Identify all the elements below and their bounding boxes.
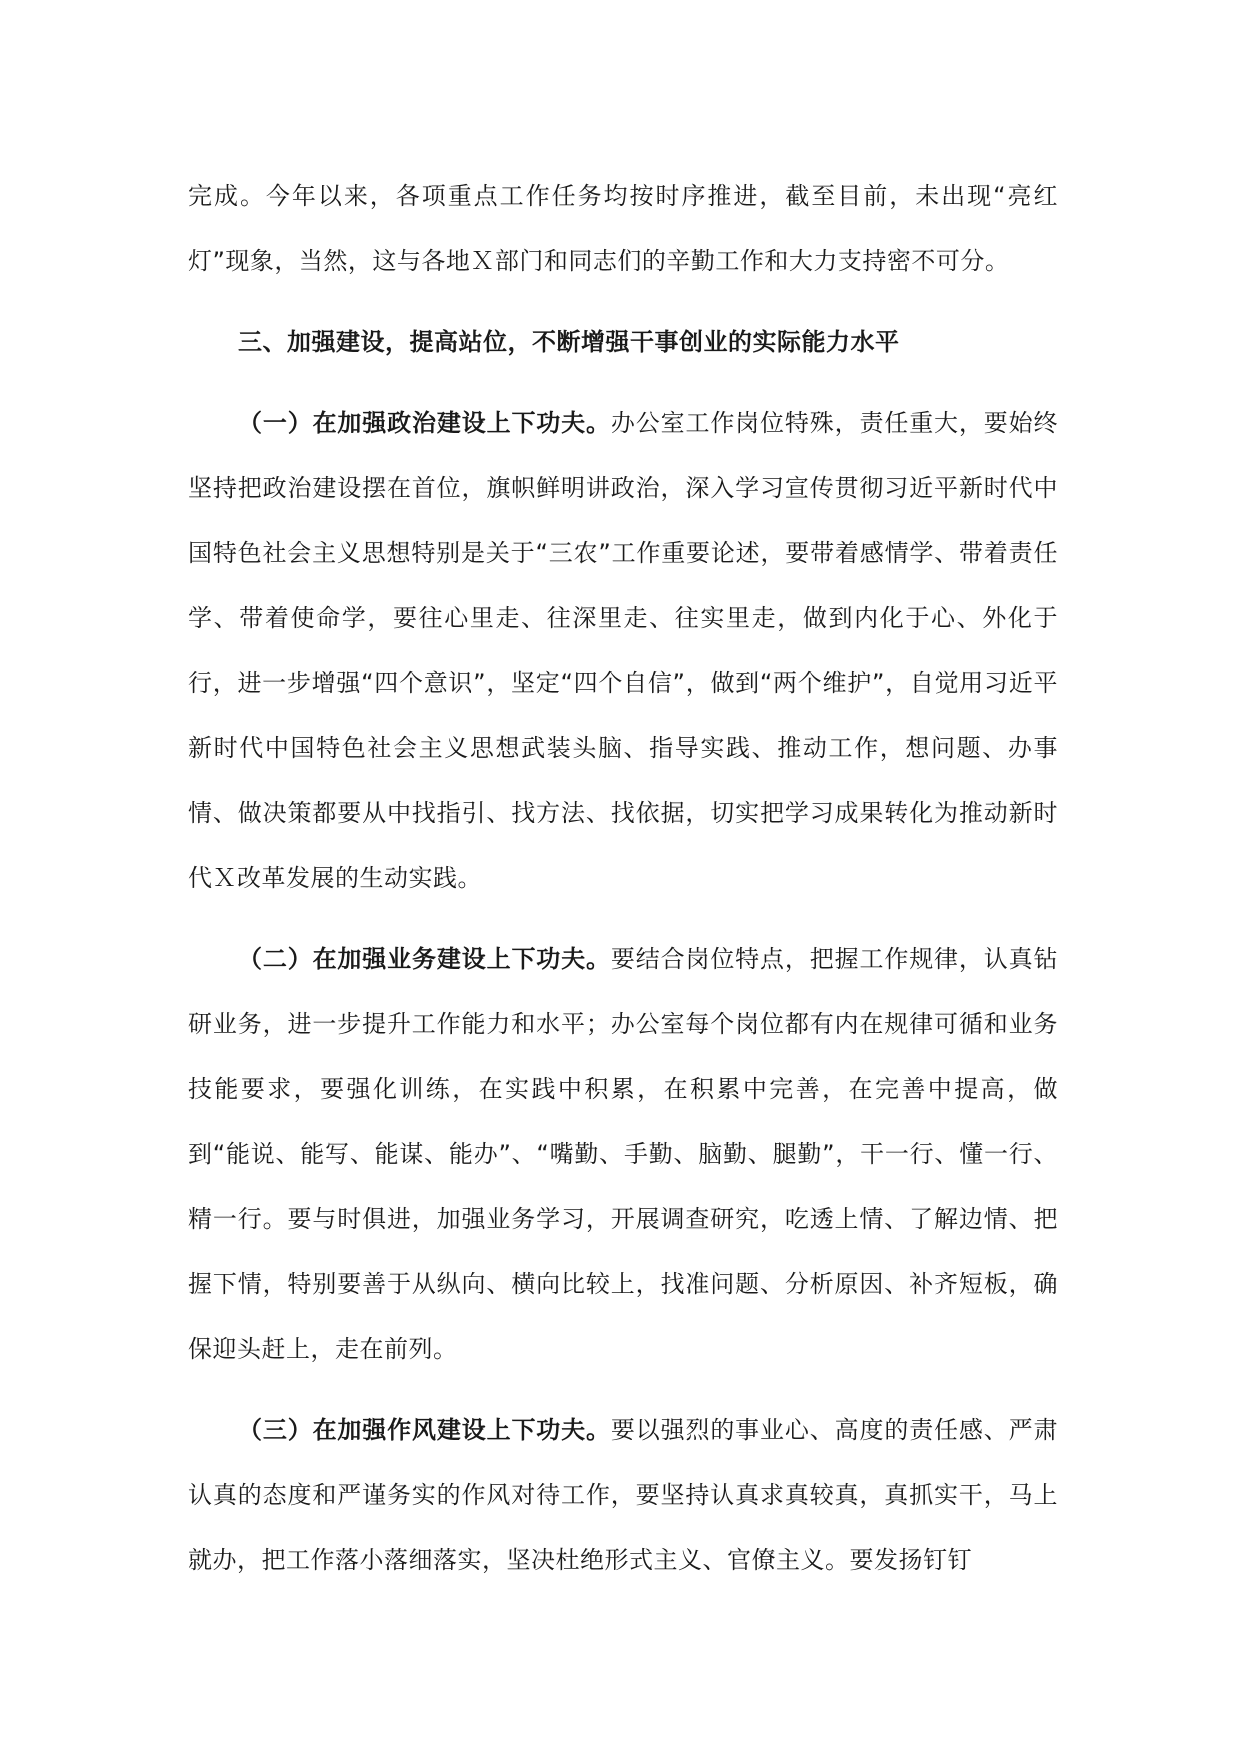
paragraph-lead: （二）在加强业务建设上下功夫。 bbox=[238, 945, 611, 973]
document-body bbox=[188, 164, 1058, 1593]
paragraph-style bbox=[188, 1398, 1058, 1593]
paragraph-text: 要结合岗位特点，把握工作规律，认真钻研业务，进一步提升工作能力和水平；办公室每个岗位都有内在规律可循和业务技能要求，要强化训练，在实践中积累，在积累中完善，在完善中提高，做到“能说、能写、能谋、能办”、“嘴勤、手勤、脑勤、腿勤”，干一行、懂一行、精一行。要与时俱进，加强业务学习，开展调查研究，吃透上情、了解边情、把握下情，特别要善于从纵向、横向比较上，找准问题、分析原因、补齐短板，确保迎头赶上，走在前列。 bbox=[188, 945, 1058, 1363]
paragraph-lead: （一）在加强政治建设上下功夫。 bbox=[238, 409, 611, 437]
section-heading: 三、加强建设，提高站位，不断增强干事创业的实际能力水平 bbox=[238, 328, 900, 356]
paragraph-lead: （三）在加强作风建设上下功夫。 bbox=[238, 1416, 611, 1444]
paragraph-business bbox=[188, 927, 1058, 1382]
paragraph-text: 办公室工作岗位特殊，责任重大，要始终坚持把政治建设摆在首位，旗帜鲜明讲政治，深入学习宣传贯彻习近平新时代中国特色社会主义思想特别是关于“三农”工作重要论述，要带着感情学、带着责任学、带着使命学，要往心里走、往深里走、往实里走，做到内化于心、外化于行，进一步增强“四个意识”，坚定“四个自信”，做到“两个维护”，自觉用习近平新时代中国特色社会主义思想武装头脑、指导实践、推动工作，想问题、办事情、做决策都要从中找指引、找方法、找依据，切实把学习成果转化为推动新时代Ｘ改革发展的生动实践。 bbox=[188, 409, 1058, 892]
paragraph-political bbox=[188, 391, 1058, 911]
paragraph-intro: 完成。今年以来，各项重点工作任务均按时序推进，截至目前，未出现“亮红灯”现象，当然，这与各地Ｘ部门和同志们的辛勤工作和大力支持密不可分。 bbox=[188, 182, 1058, 275]
paragraph-text: 要以强烈的事业心、高度的责任感、严肃认真的态度和严谨务实的作风对待工作，要坚持认真求真较真，真抓实干，马上就办，把工作落小落细落实，坚决杜绝形式主义、官僚主义。要发扬钉钉 bbox=[188, 1416, 1058, 1574]
